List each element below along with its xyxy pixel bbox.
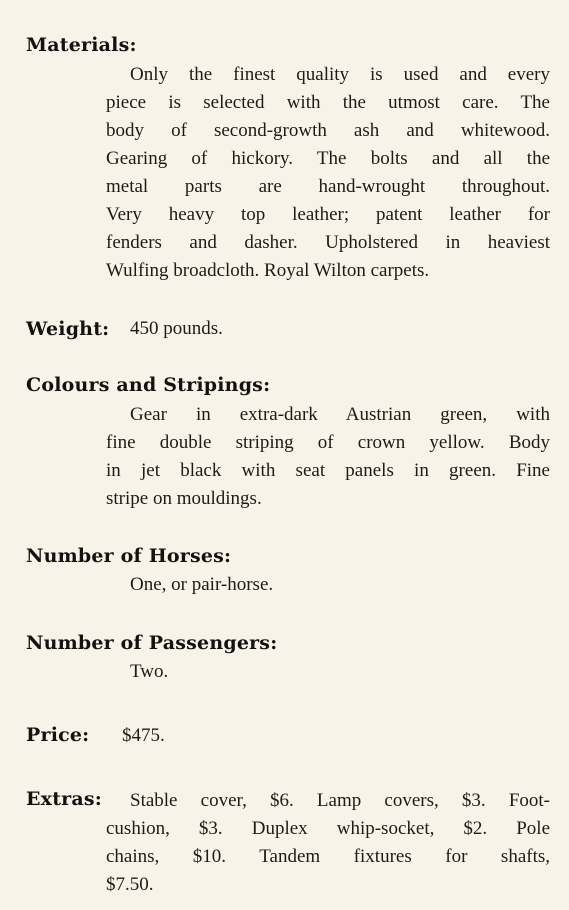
price-heading: Price: [26,724,90,746]
colours-line: in jet black with seat panels in green. Fine [106,460,550,481]
passengers-value: Two. [130,661,169,682]
horses-heading: Number of Horses: [26,545,232,567]
colours-heading: Colours and Stripings: [26,374,271,396]
materials-line: metal parts are hand-wrought throughout. [106,176,550,197]
materials-line: body of second-growth ash and whitewood. [106,120,550,141]
materials-line: fenders and dasher. Upholstered in heaviest [106,232,550,253]
extras-paragraph [106,787,550,899]
passengers-heading: Number of Passengers: [26,632,278,654]
price-value: $475. [122,725,165,746]
extras-line: $7.50. [106,874,154,895]
materials-line: Gearing of hickory. The bolts and all the [106,148,550,169]
colours-line: stripe on mouldings. [106,488,262,509]
colours-line: fine double striping of crown yellow. Body [106,432,550,453]
extras-line: chains, $10. Tandem fixtures for shafts, [106,846,550,867]
materials-paragraph [106,61,550,285]
materials-heading: Materials: [26,34,137,56]
colours-line: Gear in extra-dark Austrian green, with [130,404,550,425]
extras-line: Stable cover, $6. Lamp covers, $3. Foot- [130,790,550,811]
materials-line: Only the finest quality is used and every [130,64,550,85]
materials-line: piece is selected with the utmost care. The [106,92,550,113]
weight-value: 450 pounds. [130,318,223,339]
colours-paragraph [106,401,550,513]
extras-line: cushion, $3. Duplex whip-socket, $2. Pole [106,818,550,839]
weight-heading: Weight: [26,318,110,340]
extras-heading: Extras: [26,788,103,810]
materials-line: Very heavy top leather; patent leather for [106,204,550,225]
materials-line: Wulfing broadcloth. Royal Wilton carpets. [106,260,430,281]
horses-value: One, or pair-horse. [130,574,274,595]
